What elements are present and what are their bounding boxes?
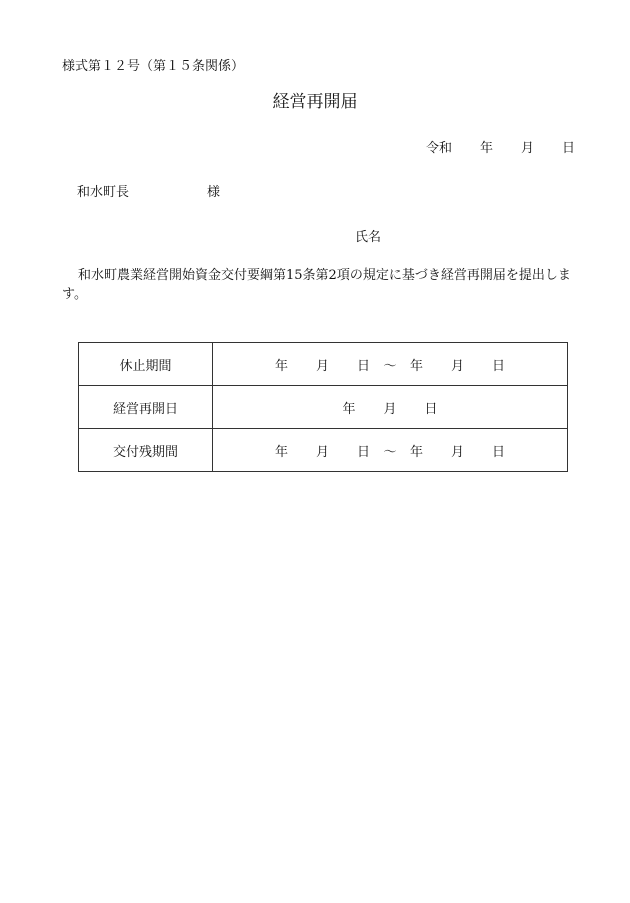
end-month-unit: 月 — [451, 444, 465, 460]
table-row — [79, 429, 568, 472]
row-label: 休止期間 — [79, 343, 213, 386]
date-range-cell[interactable] — [213, 343, 568, 386]
info-table — [78, 342, 568, 472]
end-year-unit: 年 — [410, 444, 424, 460]
start-year-unit: 年 — [274, 444, 288, 460]
start-month-unit: 月 — [315, 358, 329, 374]
date-range-cell[interactable] — [213, 429, 568, 472]
addressee — [77, 181, 220, 200]
month-unit: 月 — [383, 401, 397, 417]
end-day-unit: 日 — [492, 444, 506, 460]
start-month-unit: 月 — [315, 444, 329, 460]
day-unit: 日 — [424, 401, 438, 417]
start-day-unit: 日 — [356, 358, 370, 374]
range-separator: 〜 — [383, 444, 397, 460]
applicant-name-label: 氏名 — [355, 230, 382, 245]
year-unit: 年 — [479, 141, 493, 156]
start-day-unit: 日 — [356, 444, 370, 460]
end-month-unit: 月 — [451, 358, 465, 374]
row-label: 交付残期間 — [79, 429, 213, 472]
row-label: 経営再開日 — [79, 386, 213, 429]
range-separator: 〜 — [383, 358, 397, 374]
page-title: 経営再開届 — [272, 92, 358, 112]
end-day-unit: 日 — [492, 358, 506, 374]
start-year-unit: 年 — [274, 358, 288, 374]
table-row — [79, 343, 568, 386]
form-number: 様式第１２号（第１５条関係） — [62, 59, 245, 74]
end-year-unit: 年 — [410, 358, 424, 374]
day-unit: 日 — [561, 141, 575, 156]
submission-date — [426, 137, 575, 156]
year-unit: 年 — [342, 401, 356, 417]
date-cell[interactable] — [213, 386, 568, 429]
addressee-name: 和水町長 — [77, 185, 130, 200]
era-label: 令和 — [425, 141, 452, 156]
table-row — [79, 386, 568, 429]
month-unit: 月 — [520, 141, 534, 156]
body-text: 和水町農業経営開始資金交付要綱第15条第2項の規定に基づき経営再開届を提出します。 — [62, 268, 571, 302]
addressee-honorific: 様 — [207, 185, 221, 200]
